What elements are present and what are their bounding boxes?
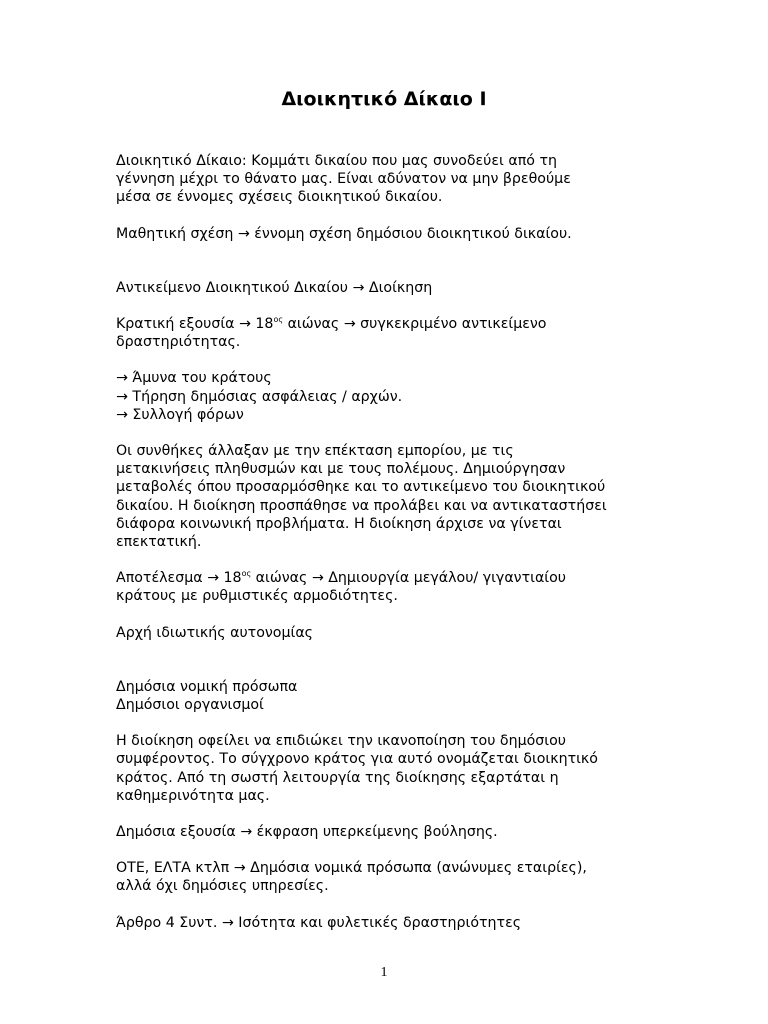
arrow-icon: → — [116, 370, 128, 387]
list-item — [116, 406, 661, 424]
text: Άρθρο 4 Συντ. — [116, 914, 222, 931]
page-number: 1 — [380, 965, 388, 980]
paragraph-article-4 — [116, 914, 661, 932]
list-item-text: Άμυνα του κράτους — [132, 370, 272, 387]
paragraph-private-autonomy: Αρχή ιδιωτικής αυτονομίας — [116, 624, 313, 641]
paragraph-result — [116, 569, 661, 605]
text: συγκεκριμένο αντικείμενο δραστηριότητας. — [116, 316, 547, 351]
paragraph-definition: Διοικητικό Δίκαιο: Κομμάτι δικαίου που μας συνοδεύει από τη γέννηση μέχρι το θάνατο μας. Είναι αδύνατον να μην βρεθούμε μέσα σε έννομες σχέσεις διοικητικού δικαίου. — [116, 153, 571, 206]
arrow-list — [116, 369, 661, 424]
list-item — [116, 388, 661, 406]
arrow-icon: → — [237, 225, 250, 242]
arrow-icon: → — [207, 570, 219, 587]
list-item-text: Συλλογή φόρων — [132, 406, 244, 423]
arrow-icon: → — [343, 316, 356, 333]
text: 18 — [218, 570, 242, 587]
paragraph-conditions: Οι συνθήκες άλλαξαν με την επέκταση εμπορίου, με τις μετακινήσεις πληθυσμών και με τους πολέμους. Δημιούργησαν μεταβολές όπου προσαρμόσθηκε και το αντικείμενο του διοικητικού δικαίου. Η διοίκηση προσπάθησε να προλάβει και να αντικαταστήσει διάφορα κοινωνική προβλήματα. Η διοίκηση άρχισε να γίνεται επεκτατική. — [116, 443, 607, 551]
text: Κρατική εξουσία — [116, 316, 239, 333]
text: Δημόσια νομικά πρόσωπα (ανώνυμες εταιρίες), αλλά όχι δημόσιες υπηρεσίες. — [116, 860, 587, 895]
text: Δημιουργία μεγάλου/ γιγαντιαίου κράτους με ρυθμιστικές αρμοδιότητες. — [116, 570, 566, 605]
text: έκφραση υπερκείμενης βούλησης. — [252, 824, 498, 841]
list-item — [116, 369, 661, 387]
paragraph-public-power — [116, 823, 661, 841]
list-item-text: Τήρηση δημόσιας ασφάλειας / αρχών. — [132, 388, 403, 405]
superscript: ος — [273, 315, 284, 325]
document-body — [116, 152, 661, 932]
text: Ισότητα και φυλετικές δραστηριότητες — [233, 914, 522, 931]
text: Μαθητική σχέση — [116, 225, 238, 242]
paragraph-student-relation — [116, 225, 661, 243]
paragraph-subject — [116, 279, 661, 297]
arrow-icon: → — [221, 914, 234, 931]
text: Αντικείμενο Διοικητικού Δικαίου — [116, 279, 353, 296]
text: Δημόσια εξουσία — [116, 824, 241, 841]
arrow-icon: → — [116, 388, 128, 405]
text: αιώνας — [283, 316, 344, 333]
superscript: ος — [241, 569, 252, 579]
paragraph-public-interest: Η διοίκηση οφείλει να επιδιώκει την ικανοποίηση του δημόσιου συμφέροντος. Το σύγχρονο κράτος για αυτό ονομάζεται διοικητικό κράτος. Από τη σωστή λειτουργία της διοίκησης εξαρτάται η καθημερινότητα μας. — [116, 733, 598, 804]
arrow-icon: → — [233, 860, 246, 877]
arrow-icon: → — [116, 406, 128, 423]
text: αιώνας — [251, 570, 312, 587]
arrow-icon: → — [240, 824, 253, 841]
arrow-icon: → — [239, 316, 251, 333]
paragraph-ote-elta — [116, 859, 661, 895]
text: έννομη σχέση δημόσιου διοικητικού δικαίου. — [249, 225, 572, 242]
text: Διοίκηση — [364, 279, 433, 296]
arrow-icon: → — [352, 279, 365, 296]
text: 18 — [250, 316, 274, 333]
arrow-icon: → — [311, 570, 324, 587]
text: Αποτέλεσμα — [116, 570, 208, 587]
document-title: Διοικητικό Δίκαιο Ι — [281, 88, 487, 110]
text: ΟΤΕ, ΕΛΤΑ κτλπ — [116, 860, 234, 877]
paragraph-public-entities: Δημόσια νομική πρόσωπα Δημόσιοι οργανισμοί — [116, 678, 298, 714]
paragraph-state-power — [116, 315, 661, 351]
